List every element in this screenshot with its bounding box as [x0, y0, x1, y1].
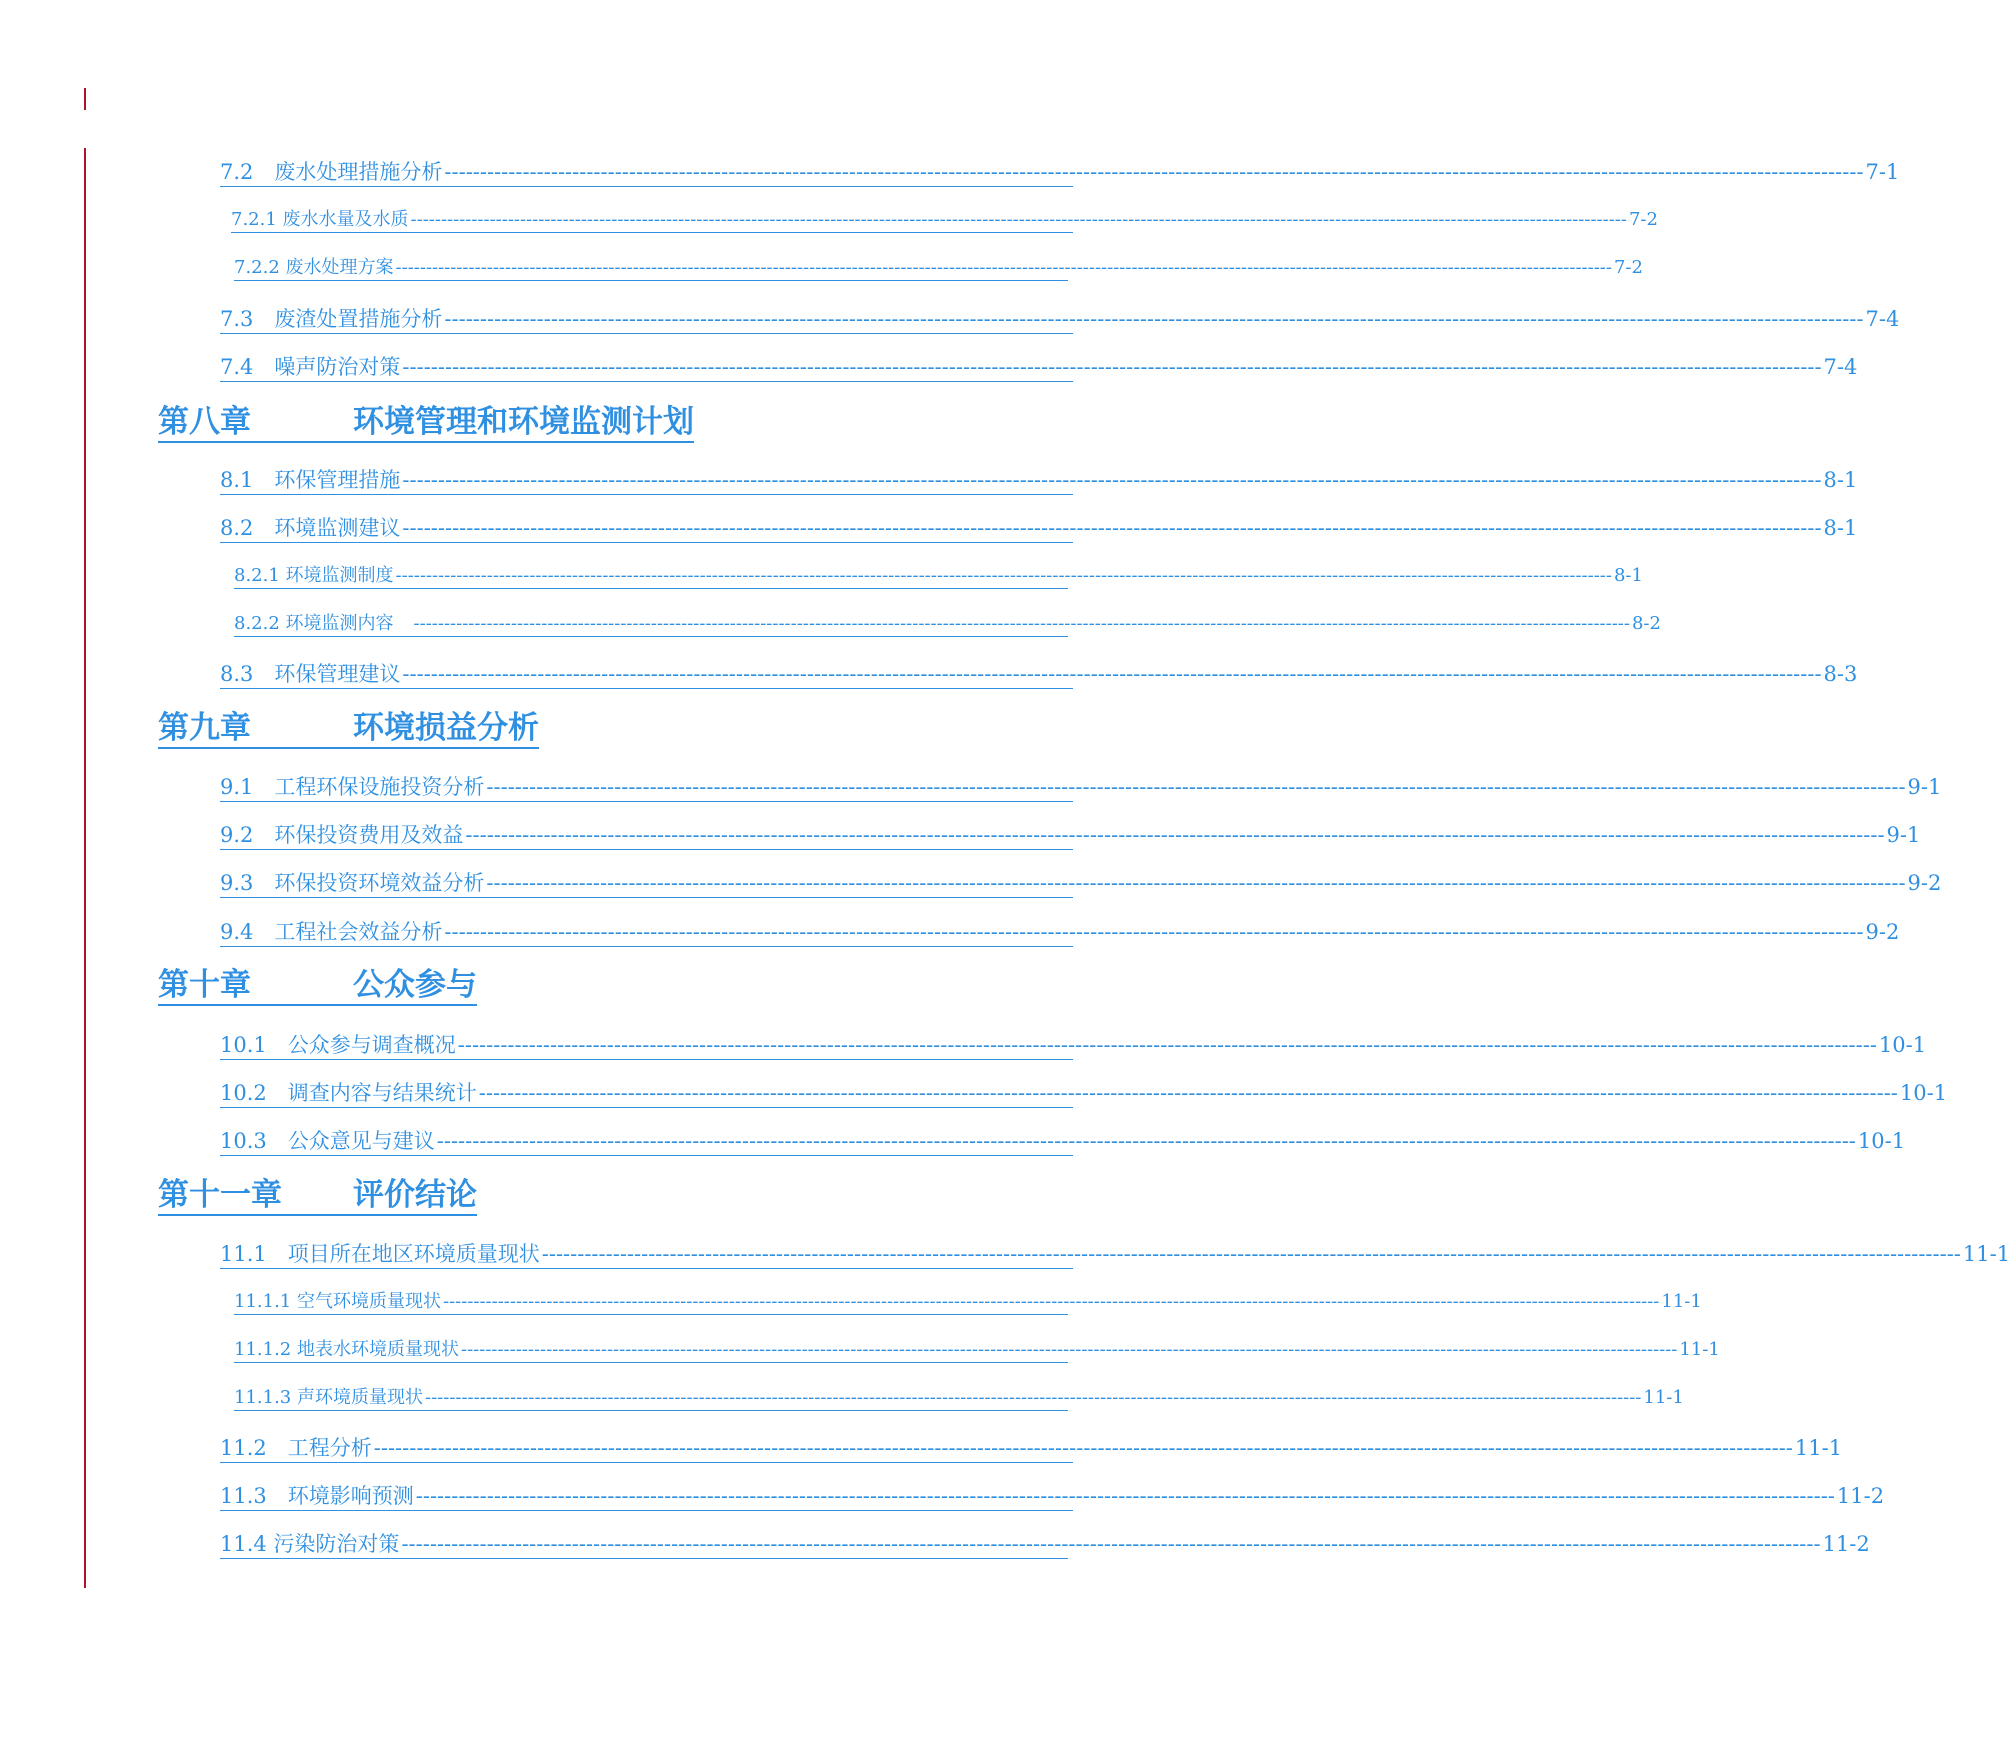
toc-page-number: 11-1 — [1661, 1291, 1702, 1312]
chapter-number: 第十章 — [158, 967, 251, 1003]
dot-leader: -------------------------------------------------------------------------------------------------------------------------------------------------------------------------------------------------------- — [402, 468, 1822, 492]
margin-rule — [84, 148, 86, 1588]
toc-section-link[interactable] — [220, 1077, 1948, 1108]
toc-chapter-heading[interactable] — [158, 1176, 477, 1216]
toc-section-link[interactable] — [220, 771, 1942, 802]
toc-page-number: 8-2 — [1631, 613, 1661, 634]
toc-section-link[interactable] — [220, 1238, 2010, 1269]
toc-entry-label: 11.1.2 地表水环境质量现状 — [234, 1339, 459, 1360]
toc-page-number: 8-1 — [1823, 516, 1858, 540]
toc-page-number: 11-1 — [1679, 1339, 1720, 1360]
toc-chapter-heading[interactable] — [158, 966, 477, 1006]
toc-section-link[interactable] — [220, 156, 1900, 187]
toc-entry-label: 8.1 环保管理措施 — [220, 468, 401, 492]
dot-leader: -------------------------------------------------------------------------------------------------------------------------------------------------------------------------------------------------------- — [442, 1291, 1660, 1312]
toc-entry-label: 11.1.3 声环境质量现状 — [234, 1387, 423, 1408]
toc-page-number: 7-4 — [1865, 307, 1900, 331]
margin-mark — [84, 88, 86, 110]
toc-entry-label: 9.3 环保投资环境效益分析 — [220, 871, 485, 895]
toc-entry-label: 8.2.1 环境监测制度 — [234, 565, 394, 586]
toc-section-link[interactable] — [220, 1480, 1885, 1511]
toc-page-number: 7-2 — [1613, 257, 1643, 278]
toc-page-number: 7-4 — [1823, 355, 1858, 379]
toc-entry-label: 8.3 环保管理建议 — [220, 662, 401, 686]
dot-leader: -------------------------------------------------------------------------------------------------------------------------------------------------------------------------------------------------------- — [410, 209, 1627, 230]
dot-leader: -------------------------------------------------------------------------------------------------------------------------------------------------------------------------------------------------------- — [436, 1129, 1856, 1153]
dot-leader: -------------------------------------------------------------------------------------------------------------------------------------------------------------------------------------------------------- — [465, 823, 1885, 847]
dot-leader: -------------------------------------------------------------------------------------------------------------------------------------------------------------------------------------------------------- — [444, 307, 1864, 331]
toc-entry-label: 8.2 环境监测建议 — [220, 516, 401, 540]
toc-page-number: 9-1 — [1907, 775, 1942, 799]
toc-entry-label: 11.1.1 空气环境质量现状 — [234, 1291, 441, 1312]
toc-page-number: 8-1 — [1613, 565, 1643, 586]
chapter-title: 公众参与 — [353, 967, 477, 1003]
dot-leader: -------------------------------------------------------------------------------------------------------------------------------------------------------------------------------------------------------- — [373, 1436, 1793, 1460]
toc-page-number: 11-1 — [1962, 1242, 2010, 1266]
dot-leader: -------------------------------------------------------------------------------------------------------------------------------------------------------------------------------------------------------- — [395, 565, 1612, 586]
toc-entry-label: 10.3 公众意见与建议 — [220, 1129, 435, 1153]
toc-entry-label: 11.4 污染防治对策 — [220, 1532, 400, 1556]
dot-leader: -------------------------------------------------------------------------------------------------------------------------------------------------------------------------------------------------------- — [460, 1339, 1678, 1360]
toc-entry-label: 9.4 工程社会效益分析 — [220, 920, 443, 944]
toc-section-link[interactable] — [220, 1125, 1906, 1156]
toc-page-number: 9-1 — [1886, 823, 1921, 847]
toc-entry-label: 11.1 项目所在地区环境质量现状 — [220, 1242, 540, 1266]
toc-entry-label: 10.1 公众参与调查概况 — [220, 1033, 456, 1057]
toc-section-link[interactable] — [220, 1432, 1843, 1463]
toc-entry-label: 7.2.2 废水处理方案 — [234, 257, 394, 278]
toc-section-link[interactable] — [220, 916, 1900, 947]
toc-subsection-link[interactable] — [234, 254, 1643, 281]
toc-page-number: 11-1 — [1794, 1436, 1843, 1460]
toc-section-link[interactable] — [220, 1528, 1870, 1559]
toc-section-link[interactable] — [220, 303, 1900, 334]
toc-entry-label: 7.2 废水处理措施分析 — [220, 160, 443, 184]
toc-subsection-link[interactable] — [234, 1384, 1684, 1411]
toc-section-link[interactable] — [220, 658, 1858, 689]
chapter-number: 第八章 — [158, 404, 251, 440]
chapter-title: 评价结论 — [353, 1177, 477, 1213]
dot-leader: -------------------------------------------------------------------------------------------------------------------------------------------------------------------------------------------------------- — [424, 1387, 1642, 1408]
toc-section-link[interactable] — [220, 867, 1942, 898]
chapter-title: 环境管理和环境监测计划 — [353, 404, 694, 440]
toc-page-number: 10-1 — [1878, 1033, 1927, 1057]
dot-leader: -------------------------------------------------------------------------------------------------------------------------------------------------------------------------------------------------------- — [395, 257, 1612, 278]
dot-leader: -------------------------------------------------------------------------------------------------------------------------------------------------------------------------------------------------------- — [444, 920, 1864, 944]
dot-leader: -------------------------------------------------------------------------------------------------------------------------------------------------------------------------------------------------------- — [457, 1033, 1877, 1057]
toc-entry-label: 8.2.2 环境监测内容 — [234, 613, 412, 634]
toc-entry-label: 7.3 废渣处置措施分析 — [220, 307, 443, 331]
dot-leader: -------------------------------------------------------------------------------------------------------------------------------------------------------------------------------------------------------- — [402, 516, 1822, 540]
toc-section-link[interactable] — [220, 512, 1858, 543]
chapter-title: 环境损益分析 — [353, 710, 539, 746]
chapter-number: 第十一章 — [158, 1177, 282, 1213]
toc-section-link[interactable] — [220, 464, 1858, 495]
dot-leader: -------------------------------------------------------------------------------------------------------------------------------------------------------------------------------------------------------- — [402, 355, 1822, 379]
dot-leader: -------------------------------------------------------------------------------------------------------------------------------------------------------------------------------------------------------- — [478, 1081, 1898, 1105]
toc-entry-label: 9.1 工程环保设施投资分析 — [220, 775, 485, 799]
toc-chapter-heading[interactable] — [158, 403, 694, 443]
toc-page-number: 10-1 — [1857, 1129, 1906, 1153]
toc-page-number: 9-2 — [1865, 920, 1900, 944]
toc-page-number: 10-1 — [1899, 1081, 1948, 1105]
toc-page-number: 7-2 — [1628, 209, 1658, 230]
toc-chapter-heading[interactable] — [158, 709, 539, 749]
dot-leader: -------------------------------------------------------------------------------------------------------------------------------------------------------------------------------------------------------- — [541, 1242, 1961, 1266]
toc-subsection-link[interactable] — [234, 562, 1643, 589]
toc-entry-label: 11.3 环境影响预测 — [220, 1484, 414, 1508]
dot-leader: -------------------------------------------------------------------------------------------------------------------------------------------------------------------------------------------------------- — [415, 1484, 1835, 1508]
chapter-number: 第九章 — [158, 710, 251, 746]
toc-subsection-link[interactable] — [234, 610, 1661, 637]
dot-leader: -------------------------------------------------------------------------------------------------------------------------------------------------------------------------------------------------------- — [413, 613, 1630, 634]
toc-entry-label: 10.2 调查内容与结果统计 — [220, 1081, 477, 1105]
toc-entry-label: 7.4 噪声防治对策 — [220, 355, 401, 379]
toc-section-link[interactable] — [220, 1029, 1927, 1060]
toc-page-number: 9-2 — [1907, 871, 1942, 895]
toc-page-number: 11-2 — [1822, 1532, 1870, 1556]
toc-section-link[interactable] — [220, 819, 1921, 850]
toc-subsection-link[interactable] — [234, 1288, 1702, 1315]
dot-leader: -------------------------------------------------------------------------------------------------------------------------------------------------------------------------------------------------------- — [444, 160, 1864, 184]
toc-subsection-link[interactable] — [231, 206, 1658, 233]
toc-page-number: 11-1 — [1643, 1387, 1684, 1408]
dot-leader: -------------------------------------------------------------------------------------------------------------------------------------------------------------------------------------------------------- — [401, 1532, 1821, 1556]
toc-page-number: 11-2 — [1836, 1484, 1885, 1508]
toc-subsection-link[interactable] — [234, 1336, 1720, 1363]
dot-leader: -------------------------------------------------------------------------------------------------------------------------------------------------------------------------------------------------------- — [402, 662, 1822, 686]
toc-section-link[interactable] — [220, 351, 1858, 382]
toc-entry-label: 7.2.1 废水水量及水质 — [231, 209, 409, 230]
toc-entry-label: 9.2 环保投资费用及效益 — [220, 823, 464, 847]
toc-entry-label: 11.2 工程分析 — [220, 1436, 372, 1460]
toc-page-number: 7-1 — [1865, 160, 1900, 184]
toc-page-number: 8-1 — [1823, 468, 1858, 492]
toc-page-number: 8-3 — [1823, 662, 1858, 686]
dot-leader: -------------------------------------------------------------------------------------------------------------------------------------------------------------------------------------------------------- — [486, 871, 1906, 895]
dot-leader: -------------------------------------------------------------------------------------------------------------------------------------------------------------------------------------------------------- — [486, 775, 1906, 799]
